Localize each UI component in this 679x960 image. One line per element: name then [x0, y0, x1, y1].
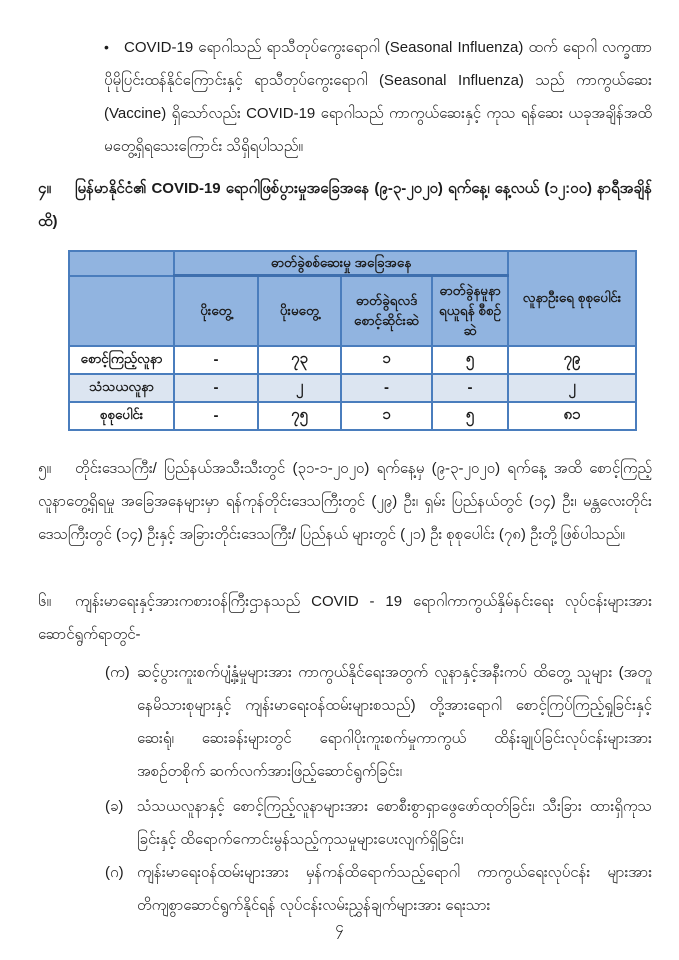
row-label: သံသယလူနာ	[69, 374, 174, 402]
cell: -	[174, 402, 258, 430]
cell: ၇၃	[258, 346, 341, 374]
row-label: စုစုပေါင်း	[69, 402, 174, 430]
column-header-negative: ပိုးမတွေ့	[258, 276, 341, 346]
section6-item-ga	[105, 856, 652, 922]
lab-test-group-header: ဓာတ်ခွဲစစ်ဆေးမှု အခြေအနေ	[174, 251, 508, 276]
cell: -	[174, 346, 258, 374]
cell: ၇၅	[258, 402, 341, 430]
cell: -	[432, 374, 508, 402]
column-header-pending-result: ဓာတ်ခွဲရလဒ် စောင့်ဆိုင်းဆဲ	[341, 276, 432, 346]
section6-item-ka	[105, 656, 652, 788]
table-row	[69, 402, 636, 430]
table-header-group-row	[69, 251, 636, 276]
cell: ၇၉	[508, 346, 636, 374]
intro-bullet-paragraph	[104, 31, 652, 163]
cell: ၁	[341, 346, 432, 374]
section6-paragraph	[38, 585, 652, 651]
table-corner-cell-bottom	[69, 276, 174, 346]
item-ga-text: ကျန်းမာရေးဝန်ထမ်းများအား မှန်ကန်ထိရောက်သည့်ရောဂါ ကာကွယ်ရေးလုပ်ငန်း များအား တိကျစွာဆောင်ရွက်နိုင်ရန် လုပ်ငန်းလမ်းညွှန်ချက်များအား ရေးသား	[137, 864, 652, 914]
section6-text: ကျန်းမာရေးနှင့်အားကစားဝန်ကြီးဌာနသည် COVID - 19 ရောဂါကာကွယ်နှိမ်နင်းရေး လုပ်ငန်းများအား ဆောင်ရွက်ရာတွင်-	[38, 593, 652, 643]
cell: ၅	[432, 402, 508, 430]
cell: -	[174, 374, 258, 402]
column-header-positive: ပိုးတွေ့	[174, 276, 258, 346]
item-ga-label: (ဂ)	[105, 864, 124, 881]
section5-paragraph	[38, 452, 652, 551]
section4-heading	[38, 172, 652, 238]
section5-text: တိုင်းဒေသကြီး/ ပြည်နယ်အသီးသီးတွင် (၃၁-၁-၂၀၂၀) ရက်နေ့မှ (၉-၃-၂၀၂၀) ရက်နေ့ အထိ စောင့်ကြည့်လူနာတွေ့ရှိရမှု အခြေအနေများမှာ ရန်ကုန်တိုင်းဒေသကြီးတွင် (၂၉) ဦး၊ ရှမ်း ပြည်နယ်တွင် (၁၄) ဦး၊ မန္တလေးတိုင်းဒေသကြီးတွင် (၁၄) ဦးနှင့် အခြားတိုင်းဒေသကြီး/ ပြည်နယ် များတွင် (၂၁) ဦး စုစုပေါင်း (၇၈) ဦးတို့ဖြစ်ပါသည်။	[38, 460, 652, 543]
item-ka-text: ဆင့်ပွားကူးစက်ပျံ့နှံ့မှုများအား ကာကွယ်နိုင်ရေးအတွက် လူနာနှင့်အနီးကပ် ထိတွေ့ သူများ (အတူနေမိသားစုများနှင့် ကျန်းမာရေးဝန်ထမ်းများစသည်) တို့အားရောဂါ စောင့်ကြပ်ကြည့်ရှုခြင်းနှင့် ဆေးရုံ၊ ဆေးခန်းများတွင် ရောဂါပိုးကူးစက်မှုကာကွယ် ထိန်းချုပ်ခြင်းလုပ်ငန်းများအား အစဉ်တစိုက် ဆက်လက်အားဖြည့်ဆောင်ရွက်ခြင်း၊	[137, 664, 652, 780]
cell: ၈၁	[508, 402, 636, 430]
table-corner-cell-top	[69, 251, 174, 276]
page-number: ၄	[335, 919, 344, 936]
section5-number: ၅။	[38, 460, 51, 477]
section6-item-kha	[105, 790, 652, 856]
intro-bullet-text: COVID-19 ရောဂါသည် ရာသီတုပ်ကွေးရောဂါ (Seasonal Influenza) ထက် ရောဂါ လက္ခဏာ ပိုမိုပြင်းထန်နိုင်ကြောင်းနှင့် ရာသီတုပ်ကွေးရောဂါ (Seasonal Influenza) သည် ကာကွယ်ဆေး (Vaccine) ရှိသော်လည်း COVID-19 ရောဂါသည် ကာကွယ်ဆေးနှင့် ကုသ ရန်ဆေး ယခုအချိန်အထိ မတွေ့ရှိရသေးကြောင်း သိရှိရပါသည်။	[104, 39, 652, 155]
cell: ၂	[258, 374, 341, 402]
cell: -	[341, 374, 432, 402]
item-kha-label: (ခ)	[105, 798, 124, 815]
section4-heading-text: မြန်မာနိုင်ငံ၏ COVID-19 ရောဂါဖြစ်ပွားမှုအခြေအနေ (၉-၃-၂၀၂၀) ရက်နေ့၊ နေ့လယ် (၁၂:၀၀) နာရီအချိန်ထိ)	[38, 180, 652, 230]
section4-number: ၄။	[38, 180, 51, 197]
total-patients-column-header: လူနာဦးရေ စုစုပေါင်း	[508, 251, 636, 346]
cell: ၅	[432, 346, 508, 374]
section6-number: ၆။	[38, 593, 51, 610]
cell: ၁	[341, 402, 432, 430]
item-ka-label: (က)	[105, 664, 130, 681]
cell: ၂	[508, 374, 636, 402]
table-row	[69, 346, 636, 374]
bullet-icon: •	[104, 39, 109, 55]
table-row	[69, 374, 636, 402]
item-kha-text: သံသယလူနာနှင့် စောင့်ကြည့်လူနာများအား စောစီးစွာရှာဖွေဖော်ထုတ်ခြင်း၊ သီးခြား ထားရှိကုသခြင်းနှင့် ထိရောက်ကောင်းမွန်သည့်ကုသမှုများပေးလျက်ရှိခြင်း၊	[137, 798, 652, 848]
row-label: စောင့်ကြည့်လူနာ	[69, 346, 174, 374]
covid-lab-status-table	[68, 250, 637, 431]
column-header-sample-planned: ဓာတ်ခွဲနမူနာ ရယူရန် စီစဉ်ဆဲ	[432, 276, 508, 346]
